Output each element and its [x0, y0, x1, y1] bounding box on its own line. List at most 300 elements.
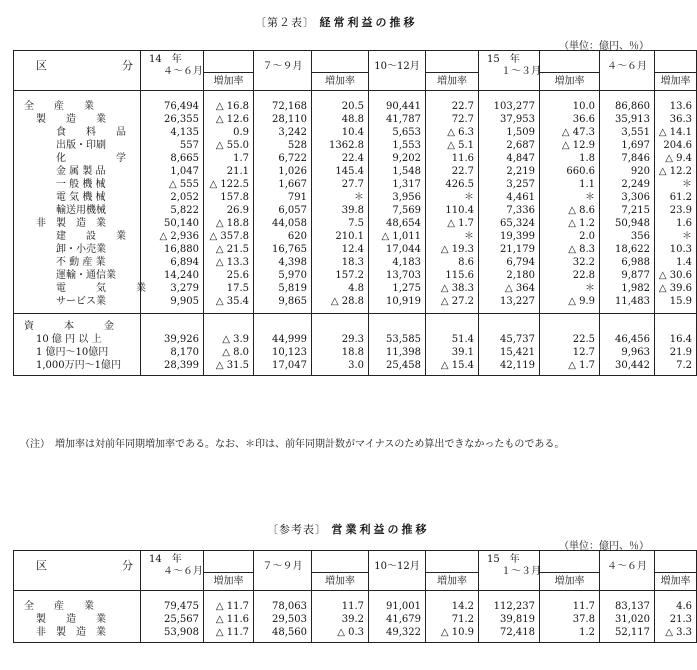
table1-rate-cell: △ 1.2	[540, 217, 600, 230]
table1-row	[14, 191, 697, 204]
table2-header-rate-label: 増加率	[655, 572, 696, 590]
table2-unit: （単位：億円、％）	[559, 541, 649, 552]
table1-capital-value-cell: 44,999	[254, 333, 312, 346]
table2-header-period-months: 10～12月	[374, 561, 420, 572]
table2-row-label: 製 造 業	[36, 613, 106, 625]
table2-value-cell: 91,001	[369, 600, 426, 613]
table2-value-cell: 49,322	[369, 626, 426, 639]
spacer-cell	[141, 91, 204, 100]
spacer-cell	[14, 591, 141, 600]
spacer-cell	[254, 372, 312, 376]
table1-value-cell: 9,202	[369, 152, 426, 165]
table1	[13, 50, 697, 376]
table1-row	[14, 113, 697, 126]
table1-row-label-cell	[14, 178, 141, 191]
table1-header-rate-label: 増加率	[655, 72, 696, 90]
spacer-cell	[369, 91, 426, 100]
table1-value-cell: △ 555	[141, 178, 204, 191]
spacer-cell	[426, 91, 479, 100]
table1-capital-value-cell: 28,399	[141, 359, 204, 372]
table1-row-label: 不 動 産 業	[56, 256, 106, 268]
table2-value-cell: 83,137	[600, 600, 655, 613]
table1-rate-cell: △ 27.2	[426, 295, 479, 308]
table1-rate-cell: 39.8	[312, 204, 369, 217]
spacer-cell	[600, 639, 655, 643]
table1-rate-cell: 10.4	[312, 126, 369, 139]
table1-rate-cell: 72.7	[426, 113, 479, 126]
table1-rate-cell: 23.9	[655, 204, 697, 217]
table1-value-cell: 1,275	[369, 282, 426, 295]
table1-capital-rate-cell: 39.1	[426, 346, 479, 359]
table1-capital-rate-cell: △ 1.7	[540, 359, 600, 372]
table1-row-label-cell	[14, 113, 141, 126]
table1-rate-cell: △ 357.8	[204, 230, 254, 243]
table1-rate-cell: 0.9	[204, 126, 254, 139]
spacer-cell	[312, 372, 369, 376]
table1-capital-rate-cell: △ 31.5	[204, 359, 254, 372]
table1-note: （注） 増加率は対前年同期増加率である。なお、＊印は、前年同期計数がマイナスのため算出できなかったものである。	[20, 439, 565, 450]
spacer-cell	[540, 372, 600, 376]
table2-rate-cell: △ 11.7	[204, 626, 254, 639]
table1-capital-value-cell: 15,421	[479, 346, 540, 359]
table1-value-cell: 7,336	[479, 204, 540, 217]
table1-header-rate-3	[540, 51, 600, 91]
table2-header-rate-label: 増加率	[312, 572, 368, 590]
spacer-row	[14, 91, 697, 100]
table2	[13, 550, 697, 643]
table2-value-cell: 78,063	[254, 600, 312, 613]
table1-rate-cell: 61.2	[655, 191, 697, 204]
table1-header-rate-0	[204, 51, 254, 91]
table1-rate-cell: 145.4	[312, 165, 369, 178]
table2-rate-cell: 39.2	[312, 613, 369, 626]
table1-row-label: 輸送用機械	[56, 204, 106, 216]
table1-capital-rate-cell: 3.0	[312, 359, 369, 372]
table1-row	[14, 100, 697, 113]
table1-capital-row-label: 1 億円～10億円	[36, 346, 109, 358]
table1-row-label-cell	[14, 256, 141, 269]
table1-header-rate-1	[312, 51, 369, 91]
table1-rate-cell: ＊	[426, 191, 479, 204]
spacer-row	[14, 372, 697, 376]
table1-rate-cell: ＊	[540, 282, 600, 295]
table1-row-label: 一 般 機 械	[56, 178, 106, 190]
table1-row-label: サービス業	[56, 295, 106, 307]
spacer-cell	[426, 372, 479, 376]
table1-row-label-cell	[14, 126, 141, 139]
table1-value-cell: 10,919	[369, 295, 426, 308]
table2-header-period-year: 15 年	[487, 554, 520, 565]
table2-header-rate-1	[312, 551, 369, 591]
spacer-cell	[369, 591, 426, 600]
spacer-cell	[369, 372, 426, 376]
table1-row-label: 製 造 業	[36, 113, 106, 125]
table1-value-cell: △ 364	[479, 282, 540, 295]
table1-value-cell: 37,953	[479, 113, 540, 126]
table2-header-period-months: ４～６月	[163, 566, 203, 577]
spacer-cell	[254, 320, 312, 333]
table2-value-cell: 72,418	[479, 626, 540, 639]
table1-value-cell: 3,306	[600, 191, 655, 204]
table1-row-label-cell	[14, 100, 141, 113]
table1-row	[14, 165, 697, 178]
table1-rate-cell: △ 38.3	[426, 282, 479, 295]
table2-row-label-cell	[14, 613, 141, 626]
spacer-cell	[254, 91, 312, 100]
table1-rate-cell: △ 9.4	[655, 152, 697, 165]
table1-value-cell: 7,846	[600, 152, 655, 165]
spacer-cell	[369, 639, 426, 643]
table1-row-label-cell	[14, 165, 141, 178]
table2-value-cell: 25,567	[141, 613, 204, 626]
table1-value-cell: 4,461	[479, 191, 540, 204]
table1-title-text: 経常利益の推移	[319, 16, 418, 29]
table1-rate-cell: 115.6	[426, 269, 479, 282]
table1-header-category-right: 分	[122, 59, 133, 72]
table1-value-cell: 1,667	[254, 178, 312, 191]
table1-value-cell: 76,494	[141, 100, 204, 113]
table2-rate-cell: 71.2	[426, 613, 479, 626]
table1-row	[14, 230, 697, 243]
table1-rate-cell: 12.4	[312, 243, 369, 256]
table1-rate-cell: △ 18.8	[204, 217, 254, 230]
table2-header-period-0	[141, 551, 204, 591]
table1-capital-rate-cell: 16.4	[655, 333, 697, 346]
table2-row-label: 全 産 業	[24, 600, 94, 612]
table1-value-cell: 6,794	[479, 256, 540, 269]
table1-row-label: 運輸・通信業	[56, 269, 116, 281]
table1-rate-cell: △ 12.9	[540, 139, 600, 152]
table1-row	[14, 152, 697, 165]
table2-rate-cell: 11.7	[312, 600, 369, 613]
table2-title-text: 営業利益の推移	[331, 523, 430, 536]
table2-header-category-right: 分	[122, 559, 133, 572]
table1-value-cell: 41,787	[369, 113, 426, 126]
table1-value-cell: 28,110	[254, 113, 312, 126]
table2-header-period-months: ４～６月	[607, 561, 647, 572]
table1-row-label-cell	[14, 295, 141, 308]
table1-rate-cell: △ 1.7	[426, 217, 479, 230]
table1-rate-cell: △ 35.4	[204, 295, 254, 308]
table1-capital-label-cell	[14, 320, 141, 333]
table1-value-cell: 44,058	[254, 217, 312, 230]
table1-capital-rate-cell: 18.8	[312, 346, 369, 359]
table2-rate-cell: 1.2	[540, 626, 600, 639]
table2-header-period-1	[254, 551, 312, 591]
table1-value-cell: 13,703	[369, 269, 426, 282]
table1-value-cell: 50,948	[600, 217, 655, 230]
table1-rate-cell: 32.2	[540, 256, 600, 269]
table2-row-label-cell	[14, 626, 141, 639]
table1-value-cell: 2,219	[479, 165, 540, 178]
table1-row	[14, 269, 697, 282]
spacer-cell	[600, 91, 655, 100]
table2-header-rate-3	[540, 551, 600, 591]
table1-header-period-2	[369, 51, 426, 91]
table1-capital-value-cell: 39,926	[141, 333, 204, 346]
table1-value-cell: 5,822	[141, 204, 204, 217]
table1-value-cell: 103,277	[479, 100, 540, 113]
table1-rate-cell: 10.3	[655, 243, 697, 256]
table1-header-period-year: 14 年	[149, 54, 182, 65]
table1-rate-cell: ＊	[540, 191, 600, 204]
spacer-cell	[600, 320, 655, 333]
table1-header-period-months: 10～12月	[374, 61, 420, 72]
spacer-cell	[204, 591, 254, 600]
table1-rate-cell: △ 39.6	[655, 282, 697, 295]
table1-header-period-4	[600, 51, 655, 91]
table1-row-label-cell	[14, 217, 141, 230]
spacer-cell	[312, 91, 369, 100]
table1-value-cell: 4,183	[369, 256, 426, 269]
spacer-cell	[426, 639, 479, 643]
table1-rate-cell: 22.7	[426, 165, 479, 178]
table2-rate-cell: △ 11.7	[204, 600, 254, 613]
table1-rate-cell: 10.0	[540, 100, 600, 113]
table1-capital-row-label: 1,000万円～1億円	[36, 359, 121, 371]
table1-capital-rate-cell: △ 3.9	[204, 333, 254, 346]
table1-rate-cell: 36.3	[655, 113, 697, 126]
spacer-cell	[204, 320, 254, 333]
table1-rate-cell: △ 47.3	[540, 126, 600, 139]
table1-value-cell: 16,880	[141, 243, 204, 256]
table1-rate-cell: △ 6.3	[426, 126, 479, 139]
table1-value-cell: 7,569	[369, 204, 426, 217]
table2-value-cell: 52,117	[600, 626, 655, 639]
table1-rate-cell: 15.9	[655, 295, 697, 308]
table2-header-rate-label: 増加率	[426, 572, 478, 590]
table1-value-cell: 13,227	[479, 295, 540, 308]
table1-row-label-cell	[14, 243, 141, 256]
table1-header-rate-label: 増加率	[312, 72, 368, 90]
table1-row-label-cell	[14, 191, 141, 204]
table1-capital-rate-cell: 51.4	[426, 333, 479, 346]
table2-rate-cell: 21.3	[655, 613, 697, 626]
spacer-cell	[312, 320, 369, 333]
table1-value-cell: 16,765	[254, 243, 312, 256]
table1-header-rate-label: 増加率	[540, 72, 599, 90]
table1-rate-cell: 22.8	[540, 269, 600, 282]
table1-rate-cell: △ 21.5	[204, 243, 254, 256]
spacer-cell	[540, 91, 600, 100]
table2-value-cell: 41,679	[369, 613, 426, 626]
table1-value-cell: 8,665	[141, 152, 204, 165]
table1-header-row	[14, 51, 697, 91]
table1-value-cell: 5,970	[254, 269, 312, 282]
table1-header-period-months: ４～６月	[607, 61, 647, 72]
table1-rate-cell: △ 12.6	[204, 113, 254, 126]
table1-row	[14, 204, 697, 217]
table2-header-rate-label: 増加率	[540, 572, 599, 590]
table2-rate-cell: 37.8	[540, 613, 600, 626]
table2-header-category	[14, 551, 141, 591]
table1-value-cell: 19,399	[479, 230, 540, 243]
table1-rate-cell: 1.1	[540, 178, 600, 191]
table1-value-cell: 2,052	[141, 191, 204, 204]
table1-rate-cell: △ 19.3	[426, 243, 479, 256]
table1-rate-cell: 7.5	[312, 217, 369, 230]
table2-value-cell: 31,020	[600, 613, 655, 626]
spacer-cell	[540, 320, 600, 333]
spacer-cell	[600, 372, 655, 376]
spacer-cell	[600, 591, 655, 600]
spacer-cell	[426, 591, 479, 600]
table1-rate-cell: △ 8.6	[540, 204, 600, 217]
table2-value-cell: 79,475	[141, 600, 204, 613]
table2-header-period-year: 14 年	[149, 554, 182, 565]
table1-rate-cell: 204.6	[655, 139, 697, 152]
table1-value-cell: 557	[141, 139, 204, 152]
spacer-row	[14, 639, 697, 643]
table1-header-period-months: １～３月	[501, 66, 541, 77]
table1-rate-cell: 18.3	[312, 256, 369, 269]
table1-header-category-left: 区	[36, 59, 47, 72]
table1-value-cell: 65,324	[479, 217, 540, 230]
table2-row-label-cell	[14, 600, 141, 613]
table2-value-cell: 53,908	[141, 626, 204, 639]
table1-row	[14, 178, 697, 191]
table1-value-cell: 21,179	[479, 243, 540, 256]
table1-row-label-cell	[14, 204, 141, 217]
table2-header-period-3	[479, 551, 540, 591]
table2-header-rate-2	[426, 551, 479, 591]
table1-rate-cell: 13.6	[655, 100, 697, 113]
table1-header-period-1	[254, 51, 312, 91]
spacer-cell	[655, 591, 697, 600]
spacer-cell	[141, 320, 204, 333]
table1-capital-rate-cell: 12.7	[540, 346, 600, 359]
table1-rate-cell: △ 13.3	[204, 256, 254, 269]
table1-value-cell: 6,722	[254, 152, 312, 165]
table1-value-cell: 2,249	[600, 178, 655, 191]
table1-row	[14, 243, 697, 256]
table1-rate-cell: △ 14.1	[655, 126, 697, 139]
table1-value-cell: 2,180	[479, 269, 540, 282]
table1-row-label-cell	[14, 269, 141, 282]
table1-capital-row-label: 10 億 円 以 上	[36, 333, 102, 345]
table1-value-cell: 1,026	[254, 165, 312, 178]
table1-value-cell: 9,865	[254, 295, 312, 308]
table1-header-period-year: 15 年	[487, 54, 520, 65]
table1-value-cell: 9,905	[141, 295, 204, 308]
table1-rate-cell: 1.8	[540, 152, 600, 165]
table1-capital-value-cell: 25,458	[369, 359, 426, 372]
table2-rate-cell: △ 3.3	[655, 626, 697, 639]
table1-rate-cell: △ 12.2	[655, 165, 697, 178]
table1-capital-row	[14, 346, 697, 359]
table1-row	[14, 126, 697, 139]
spacer-cell	[655, 91, 697, 100]
table1-row-label: 建 設 業	[56, 230, 126, 242]
table1-rate-cell: △ 16.8	[204, 100, 254, 113]
spacer-cell	[141, 372, 204, 376]
table1-row-label: 化 学	[56, 152, 126, 164]
table2-row	[14, 626, 697, 639]
table1-header-period-months: ４～６月	[163, 66, 203, 77]
table1-value-cell: 17,044	[369, 243, 426, 256]
table1-row-label: 全 産 業	[24, 100, 94, 112]
table1-rate-cell: 210.1	[312, 230, 369, 243]
spacer-row	[14, 591, 697, 600]
table2-header-period-4	[600, 551, 655, 591]
table1-header-rate-label: 増加率	[426, 72, 478, 90]
table1-value-cell: 3,279	[141, 282, 204, 295]
spacer-cell	[540, 591, 600, 600]
table1-rate-cell: △ 122.5	[204, 178, 254, 191]
table1-value-cell: 356	[600, 230, 655, 243]
table1-row-label: 電 気 機 械	[56, 191, 106, 203]
table1-value-cell: 48,654	[369, 217, 426, 230]
table1-rate-cell: 11.6	[426, 152, 479, 165]
table1-value-cell: 18,622	[600, 243, 655, 256]
table1-value-cell: 9,877	[600, 269, 655, 282]
table1-value-cell: 6,057	[254, 204, 312, 217]
table1-value-cell: 5,653	[369, 126, 426, 139]
table1-rate-cell: 25.6	[204, 269, 254, 282]
spacer-cell	[254, 591, 312, 600]
table1-rate-cell: 157.8	[204, 191, 254, 204]
table2-title	[267, 521, 430, 537]
table1-value-cell: 3,242	[254, 126, 312, 139]
spacer-cell	[14, 639, 141, 643]
table2-rate-cell: △ 10.9	[426, 626, 479, 639]
table1-rate-cell: ＊	[312, 191, 369, 204]
table1-row-label: 卸・小売業	[56, 243, 106, 255]
table2-row	[14, 600, 697, 613]
table1-value-cell: 3,257	[479, 178, 540, 191]
table2-rate-cell: △ 11.6	[204, 613, 254, 626]
table1-header-rate-label: 増加率	[204, 72, 253, 90]
table2-header-row	[14, 551, 697, 591]
table1-value-cell: 6,988	[600, 256, 655, 269]
spacer-cell	[479, 320, 540, 333]
table1-row-label: 出版・印刷	[56, 139, 106, 151]
table1-value-cell: 35,913	[600, 113, 655, 126]
table1-rate-cell: 110.4	[426, 204, 479, 217]
table1-value-cell: 1,047	[141, 165, 204, 178]
spacer-cell	[254, 639, 312, 643]
table1-value-cell: 26,355	[141, 113, 204, 126]
table1-value-cell: 50,140	[141, 217, 204, 230]
table1-row-label-cell	[14, 139, 141, 152]
table1-capital-value-cell: 11,398	[369, 346, 426, 359]
table1-row-label: 電 気 業	[56, 282, 146, 294]
spacer-cell	[14, 91, 141, 100]
spacer-cell	[312, 591, 369, 600]
table1-value-cell: 920	[600, 165, 655, 178]
table1-title-prefix: 〔第２表〕	[255, 16, 315, 29]
table1-value-cell: 90,441	[369, 100, 426, 113]
table1-rate-cell: 1.7	[204, 152, 254, 165]
table2-value-cell: 29,503	[254, 613, 312, 626]
table1-capital-value-cell: 53,585	[369, 333, 426, 346]
table1-rate-cell: 4.8	[312, 282, 369, 295]
spacer-cell	[369, 320, 426, 333]
table1-value-cell: 1,982	[600, 282, 655, 295]
table1-rate-cell: ＊	[426, 230, 479, 243]
table1-capital-row	[14, 359, 697, 372]
table1-capital-value-cell: 42,119	[479, 359, 540, 372]
table1-value-cell: 4,847	[479, 152, 540, 165]
table1-capital-row-label-cell	[14, 333, 141, 346]
table1-value-cell: 528	[254, 139, 312, 152]
table1-row-label: 食 料 品	[56, 126, 126, 138]
table1-row	[14, 295, 697, 308]
table1-rate-cell: 21.1	[204, 165, 254, 178]
table1-capital-row-label-cell	[14, 346, 141, 359]
table2-header-period-months: ７～９月	[262, 561, 303, 572]
table1-capital-rate-cell: 7.2	[655, 359, 697, 372]
